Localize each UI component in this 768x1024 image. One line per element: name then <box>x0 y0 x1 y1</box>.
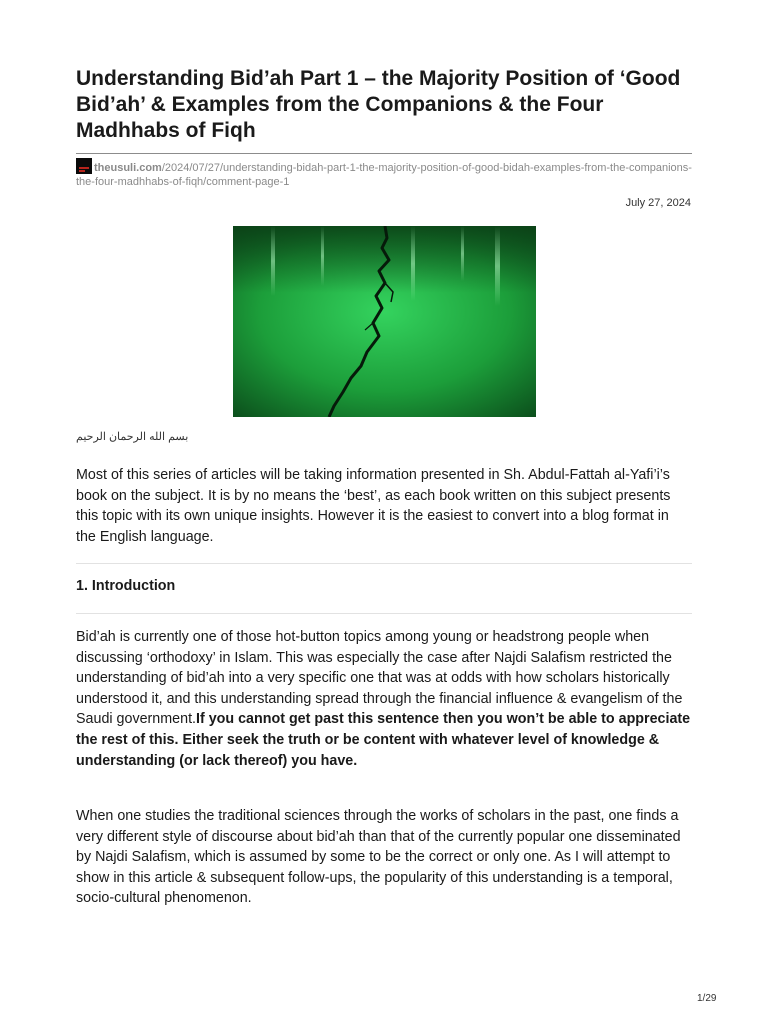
paragraph-bold-text: If you cannot get past this sentence then you won’t be able to appreciate the rest of this. Either seek the truth or be content with whatever level of knowledge & understanding (or lack thereof) you have. <box>76 711 691 769</box>
section-divider-top <box>76 563 692 564</box>
publish-date: July 27, 2024 <box>625 197 691 209</box>
site-favicon-icon <box>76 158 92 174</box>
basmala-text: بسم الله الرحمان الرحيم <box>76 431 189 443</box>
intro-paragraph: Most of this series of articles will be taking information presented in Sh. Abdul-Fattah al-Yafi’i’s book on the subject. It is by no means the ‘best’, as each book written on this subject presents this topic with its own unique insights. However it is the easiest to convert into a blog format in the English language. <box>76 467 671 545</box>
section-divider-bottom <box>76 613 692 614</box>
page-number: 1/29 <box>697 993 717 1004</box>
introduction-paragraph-1 <box>76 627 692 771</box>
source-line <box>76 158 692 189</box>
title-divider <box>76 153 692 154</box>
introduction-paragraph-2: When one studies the traditional sciences through the works of scholars in the past, one finds a very different style of discourse about bid’ah than that of the currently popular one disseminated by Najdi Salafism, which is assumed by some to be the correct or only one. As I will attempt to show in this article & subsequent follow-ups, the popularity of this understanding is a temporal, socio-cultural phenomenon. <box>76 808 681 907</box>
green-floor-crack-image <box>233 226 536 417</box>
section-heading-introduction: 1. Introduction <box>76 578 176 594</box>
source-url-path[interactable]: /2024/07/27/understanding-bidah-part-1-the-majority-position-of-good-bidah-examples-from-the-companions-the-four-madhhabs-of-fiqh/comment-page-1 <box>76 162 692 188</box>
source-site-link[interactable]: theusuli.com <box>94 162 162 174</box>
paragraph-regular-text: Bid’ah is currently one of those hot-button topics among young or headstrong people when discussing ‘orthodoxy’ in Islam. This was especially the case after Najdi Salafism restricted the understanding of bid’ah into a very specific one that was at odds with how scholars historically understood it, and this understanding spread through the financial influence & evangelism of the Saudi government. <box>76 629 683 728</box>
article-title: Understanding Bid’ah Part 1 – the Majority Position of ‘Good Bid’ah’ & Examples from the Companions & the Four Madhhabs of Fiqh <box>76 67 681 142</box>
